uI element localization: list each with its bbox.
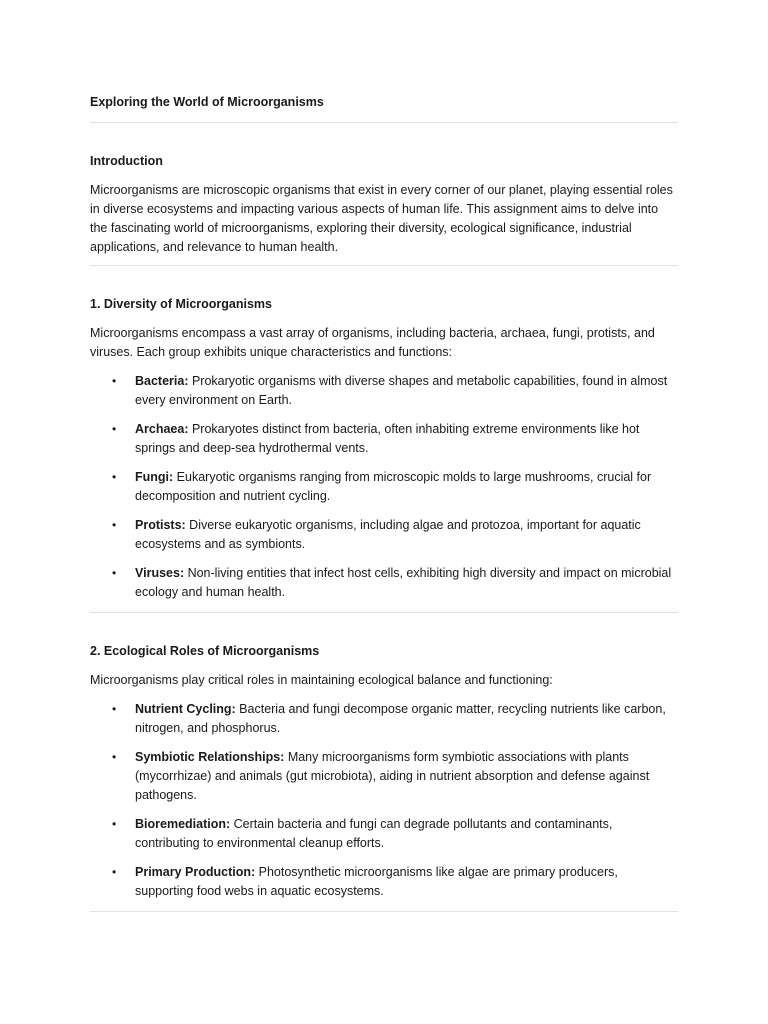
list-item-term: Bioremediation: bbox=[135, 817, 231, 831]
list-item-text: Certain bacteria and fungi can degrade pollutants and contaminants, contributing to environmental cleanup efforts. bbox=[135, 817, 613, 850]
ecology-list bbox=[90, 700, 678, 901]
ecology-paragraph: Microorganisms play critical roles in maintaining ecological balance and functioning: bbox=[90, 673, 553, 687]
list-item-text: Photosynthetic microorganisms like algae are primary producers, supporting food webs in aquatic ecosystems. bbox=[135, 865, 618, 898]
section-heading-diversity: 1. Diversity of Microorganisms bbox=[90, 297, 273, 311]
list-item-term: Primary Production: bbox=[135, 865, 256, 879]
list-item-viruses bbox=[90, 564, 678, 602]
ecology-section bbox=[90, 613, 678, 901]
list-item-term: Archaea: bbox=[135, 422, 189, 436]
list-item-text: Many microorganisms form symbiotic associations with plants (mycorrhizae) and animals (gut microbiota), aiding in nutrient absorption and defense against pathogens. bbox=[135, 750, 650, 802]
list-item-term: Symbiotic Relationships: bbox=[135, 750, 285, 764]
document-title: Exploring the World of Microorganisms bbox=[90, 95, 324, 109]
section-heading-introduction: Introduction bbox=[90, 154, 163, 168]
list-item-term: Protists: bbox=[135, 518, 186, 532]
bullet-icon: • bbox=[112, 518, 117, 532]
bullet-icon: • bbox=[112, 702, 117, 716]
list-item-bacteria bbox=[90, 372, 678, 410]
bullet-icon: • bbox=[112, 422, 117, 436]
list-item-text: Eukaryotic organisms ranging from microscopic molds to large mushrooms, crucial for decomposition and nutrient cycling. bbox=[135, 470, 652, 503]
list-item-term: Viruses: bbox=[135, 566, 185, 580]
bullet-icon: • bbox=[112, 470, 117, 484]
list-item-text: Prokaryotes distinct from bacteria, often inhabiting extreme environments like hot springs and deep-sea hydrothermal vents. bbox=[135, 422, 640, 455]
section-heading-ecology: 2. Ecological Roles of Microorganisms bbox=[90, 644, 320, 658]
introduction-section bbox=[90, 123, 678, 257]
bullet-icon: • bbox=[112, 374, 117, 388]
diversity-section bbox=[90, 266, 678, 602]
list-item-text: Non-living entities that infect host cells, exhibiting high diversity and impact on microbial ecology and human health. bbox=[135, 566, 672, 599]
introduction-paragraph: Microorganisms are microscopic organisms that exist in every corner of our planet, playing essential roles in diverse ecosystems and impacting various aspects of human life. This assignment aims to delve into the fascinating world of microorganisms, exploring their diversity, ecological significance, industrial applications, and relevance to human health. bbox=[90, 183, 673, 254]
list-item-primary-production bbox=[90, 863, 678, 901]
bullet-icon: • bbox=[112, 865, 117, 879]
list-item-text: Prokaryotic organisms with diverse shapes and metabolic capabilities, found in almost every environment on Earth. bbox=[135, 374, 668, 407]
list-item-protists bbox=[90, 516, 678, 554]
list-item-text: Bacteria and fungi decompose organic matter, recycling nutrients like carbon, nitrogen, and phosphorus. bbox=[135, 702, 666, 735]
list-item-term: Nutrient Cycling: bbox=[135, 702, 236, 716]
list-item-term: Fungi: bbox=[135, 470, 174, 484]
list-item-bioremediation bbox=[90, 815, 678, 853]
bullet-icon: • bbox=[112, 566, 117, 580]
list-item-text: Diverse eukaryotic organisms, including algae and protozoa, important for aquatic ecosystems and as symbionts. bbox=[135, 518, 641, 551]
bullet-icon: • bbox=[112, 817, 117, 831]
list-item-symbiotic-relationships bbox=[90, 748, 678, 805]
list-item-nutrient-cycling bbox=[90, 700, 678, 738]
list-item-archaea bbox=[90, 420, 678, 458]
diversity-paragraph: Microorganisms encompass a vast array of organisms, including bacteria, archaea, fungi, protists, and viruses. Each group exhibits unique characteristics and functions: bbox=[90, 326, 655, 359]
diversity-list bbox=[90, 372, 678, 602]
divider bbox=[90, 911, 678, 912]
bullet-icon: • bbox=[112, 750, 117, 764]
list-item-fungi bbox=[90, 468, 678, 506]
list-item-term: Bacteria: bbox=[135, 374, 189, 388]
